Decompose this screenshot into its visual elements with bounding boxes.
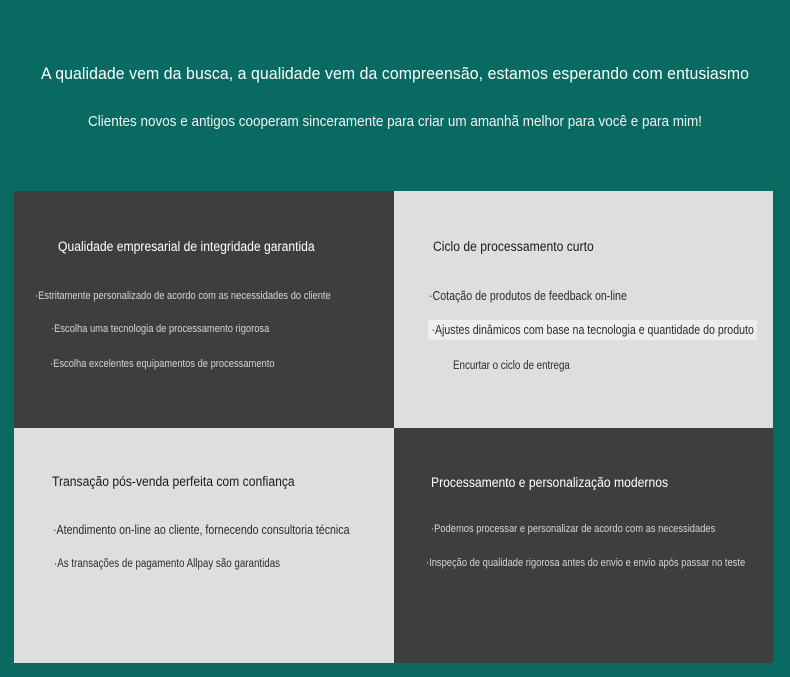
panel-item: ·Cotação de produtos de feedback on-line: [429, 289, 627, 303]
headline: A qualidade vem da busca, a qualidade vem da compreensão, estamos esperando com entusiasmo: [41, 64, 749, 83]
features-grid: [14, 191, 773, 663]
panel-item: ·Estritamente personalizado de acordo com as necessidades do cliente: [35, 290, 331, 302]
panel-item: ·Escolha uma tecnologia de processamento rigorosa: [51, 323, 270, 335]
panel-item: ·Atendimento on-line ao cliente, fornecendo consultoria técnica: [53, 523, 350, 537]
panel-title: Qualidade empresarial de integridade garantida: [58, 239, 315, 254]
panel-short-cycle: [394, 191, 773, 428]
panel-item: ·As transações de pagamento Allpay são garantidas: [54, 558, 281, 570]
panel-title: Processamento e personalização modernos: [431, 475, 669, 490]
panel-item: ·Escolha excelentes equipamentos de processamento: [50, 358, 275, 370]
panel-item: ·Inspeção de qualidade rigorosa antes do envio e envio após passar no teste: [426, 557, 746, 569]
panel-modern-processing: [394, 428, 773, 663]
panel-integrity: [14, 191, 394, 428]
panel-item: ·Podemos processar e personalizar de acordo com as necessidades: [431, 523, 716, 535]
panel-title: Ciclo de processamento curto: [433, 239, 594, 254]
subheadline: Clientes novos e antigos cooperam sinceramente para criar um amanhã melhor para você e para mim!: [88, 114, 702, 130]
panel-after-sales: [14, 428, 394, 663]
panel-item: Encurtar o ciclo de entrega: [453, 360, 570, 372]
panel-item: ·Ajustes dinâmicos com base na tecnologia e quantidade do produto: [428, 320, 757, 340]
panel-title: Transação pós-venda perfeita com confiança: [52, 474, 295, 489]
